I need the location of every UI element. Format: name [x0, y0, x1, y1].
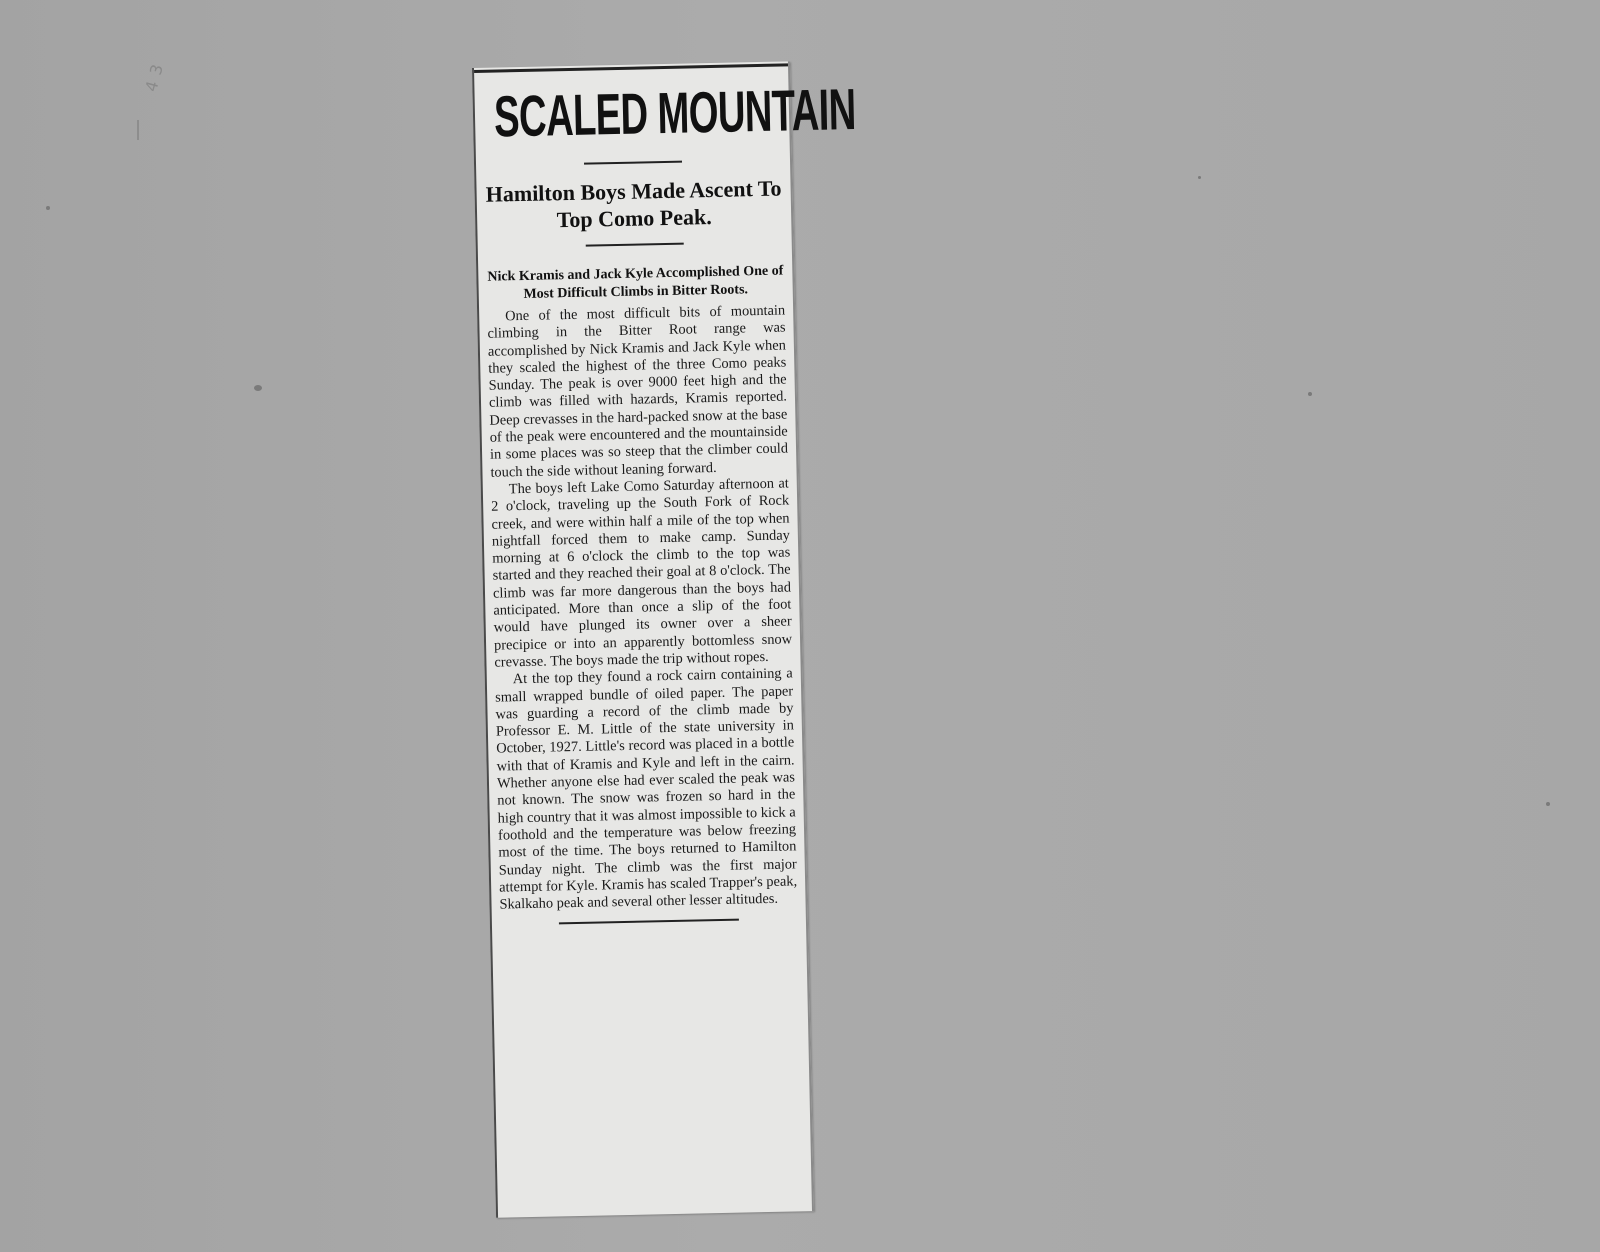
subheadline-divider	[586, 243, 684, 247]
page-speck	[1308, 392, 1312, 396]
page-speck	[46, 206, 50, 210]
page-speck	[1546, 802, 1550, 806]
page-speck	[1198, 176, 1201, 179]
headline: SCALED MOUNTAIN	[493, 76, 857, 150]
headline-divider	[584, 161, 682, 165]
article-paragraph: One of the most difficult bits of mountain climbing in the Bitter Root range was accomplished by Nick Kramis and Jack Kyle when they scaled the highest of the three Como peaks Sunday. The peak is over 9000 feet high and the climb was filled with hazards, Kramis reported. Deep crevasses in the hard-packed snow at the base of the peak were encountered and the mountainside in some places was so steep that the climber could touch the side without leaning forward.	[487, 302, 789, 481]
pencil-annotation: 4 3	[141, 61, 168, 94]
end-rule	[559, 919, 739, 925]
subheadline: Hamilton Boys Made Ascent To Top Como Peak.	[485, 175, 782, 233]
deck: Nick Kramis and Jack Kyle Accomplished One of Most Difficult Climbs in Bitter Roots.	[487, 263, 784, 302]
top-rule	[474, 63, 788, 73]
article-body	[487, 302, 798, 913]
article-paragraph: The boys left Lake Como Saturday afternoon at 2 o'clock, traveling up the South Fork of Rock creek, and were within half a mile of the top when nightfall forced them to make camp. Sunday morning at 6 o'clock the climb to the top was started and they reached their goal at 8 o'clock. The climb was far more dangerous than the boys had anticipated. More than once a slip of the foot would have plunged its owner over a sheer precipice or into an apparently bottomless snow crevasse. The boys made the trip without ropes.	[491, 475, 793, 671]
page-speck	[254, 385, 262, 391]
article-paragraph: At the top they found a rock cairn containing a small wrapped bundle of oiled paper. The paper was guarding a record of the climb made by Professor E. M. Little of the state university in October, 1927. Little's record was placed in a bottle with that of Kramis and Kyle and left in the cairn. Whether anyone else had ever scaled the peak was not known. The snow was frozen so hard in the high country that it was almost impossible to kick a foothold and the temperature was below freezing most of the time. The boys returned to Hamilton Sunday night. The climb was the first major attempt for Kyle. Kramis has scaled Trapper's peak, Skalkaho peak and several other lesser altitudes.	[495, 665, 798, 913]
pencil-mark	[137, 120, 139, 140]
newspaper-clipping	[472, 61, 857, 1217]
